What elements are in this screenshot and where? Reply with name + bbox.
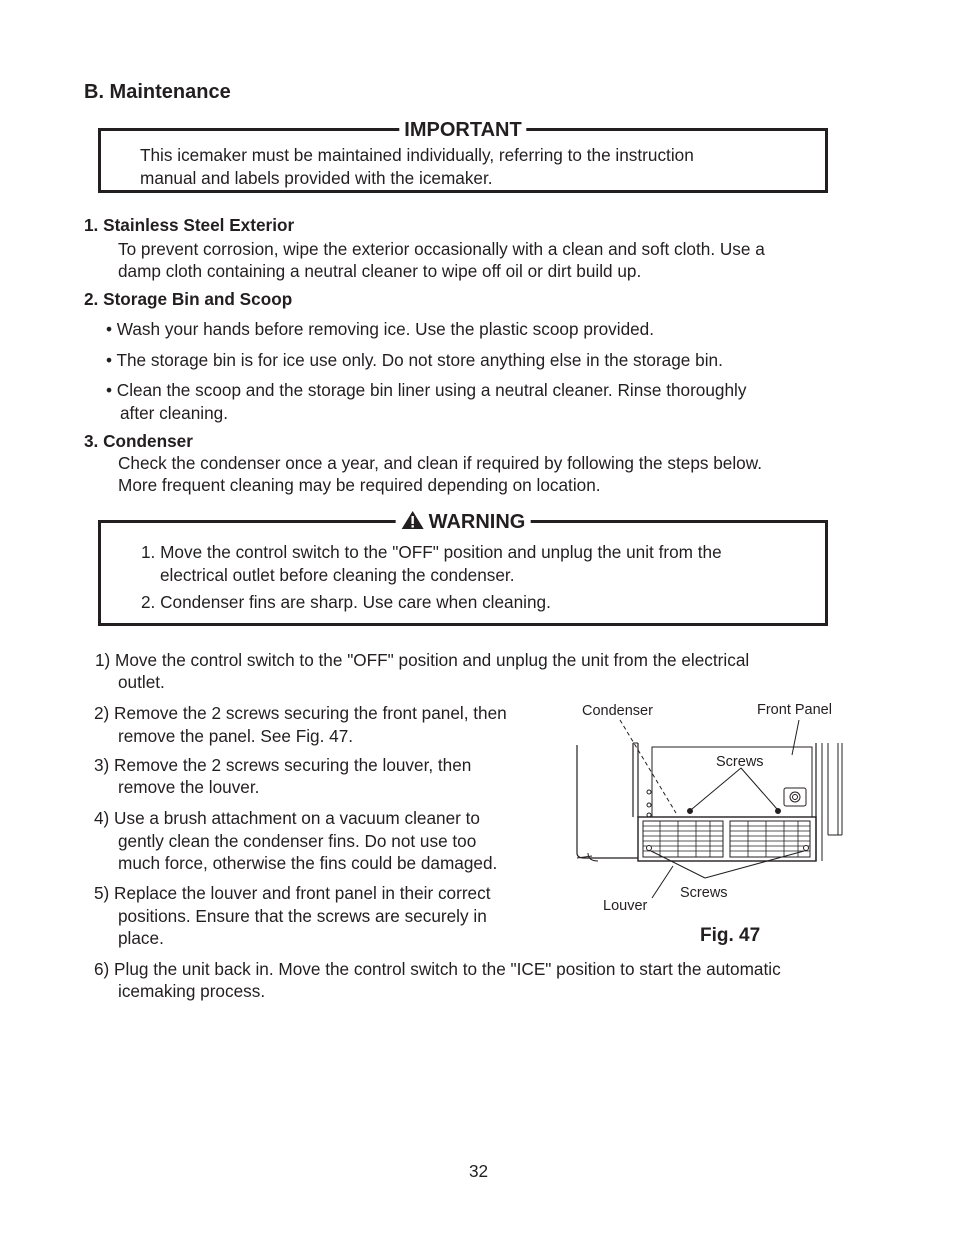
section-title: B. Maintenance <box>84 81 231 103</box>
warning-line: electrical outlet before cleaning the condenser. <box>160 565 515 585</box>
item3-line: Check the condenser once a year, and clean if required by following the steps below. <box>118 453 762 473</box>
step-2-cont: remove the panel. See Fig. 47. <box>118 726 354 746</box>
item1-line: damp cloth containing a neutral cleaner to wipe off oil or dirt build up. <box>118 261 642 281</box>
important-box <box>98 119 828 193</box>
figure-caption: Fig. 47 <box>700 925 761 946</box>
item2-bullet: • The storage bin is for ice use only. Do not store anything else in the storage bin. <box>106 350 723 370</box>
warning-box <box>98 511 828 626</box>
step-4: 4) Use a brush attachment on a vacuum cleaner to <box>94 808 480 828</box>
label-screws-top: Screws <box>716 754 764 770</box>
warning-line: 1. Move the control switch to the "OFF" position and unplug the unit from the <box>141 542 722 562</box>
step-4-cont: gently clean the condenser fins. Do not use too <box>118 831 477 851</box>
label-louver: Louver <box>603 898 648 914</box>
item2-bullet-cont: after cleaning. <box>120 403 228 423</box>
label-condenser: Condenser <box>582 703 653 719</box>
label-screws-bottom: Screws <box>680 885 728 901</box>
important-line: manual and labels provided with the icemaker. <box>140 168 493 188</box>
warning-line: 2. Condenser fins are sharp. Use care when cleaning. <box>141 592 551 612</box>
important-title: IMPORTANT <box>399 117 526 143</box>
warning-title: WARNING <box>428 511 526 533</box>
item1-heading: 1. Stainless Steel Exterior <box>84 215 295 235</box>
step-5: 5) Replace the louver and front panel in their correct <box>94 883 491 903</box>
page-number: 32 <box>469 1161 489 1181</box>
step-6: 6) Plug the unit back in. Move the control switch to the "ICE" position to start the automatic <box>94 959 781 979</box>
item2-heading: 2. Storage Bin and Scoop <box>84 289 293 309</box>
step-6-cont: icemaking process. <box>118 981 266 1001</box>
important-line: This icemaker must be maintained individually, referring to the instruction <box>140 145 694 165</box>
label-front-panel: Front Panel <box>757 702 832 718</box>
item1-line: To prevent corrosion, wipe the exterior occasionally with a clean and soft cloth. Use a <box>118 239 765 259</box>
step-3: 3) Remove the 2 screws securing the louver, then <box>94 755 472 775</box>
step-2: 2) Remove the 2 screws securing the front panel, then <box>94 703 507 723</box>
item2-bullet: • Wash your hands before removing ice. Use the plastic scoop provided. <box>106 319 655 339</box>
warning-triangle-icon <box>401 510 425 530</box>
step-5-cont: positions. Ensure that the screws are securely in <box>118 906 487 926</box>
item3-line: More frequent cleaning may be required depending on location. <box>118 475 601 495</box>
warning-title-wrap <box>396 509 531 535</box>
item3-heading: 3. Condenser <box>84 431 193 451</box>
step-1: 1) Move the control switch to the "OFF" position and unplug the unit from the electrical <box>95 650 750 670</box>
step-3-cont: remove the louver. <box>118 777 260 797</box>
step-1-cont: outlet. <box>118 672 165 692</box>
item2-bullet: • Clean the scoop and the storage bin liner using a neutral cleaner. Rinse thoroughly <box>106 380 747 400</box>
step-5-cont: place. <box>118 928 164 948</box>
step-4-cont: much force, otherwise the fins could be damaged. <box>118 853 498 873</box>
